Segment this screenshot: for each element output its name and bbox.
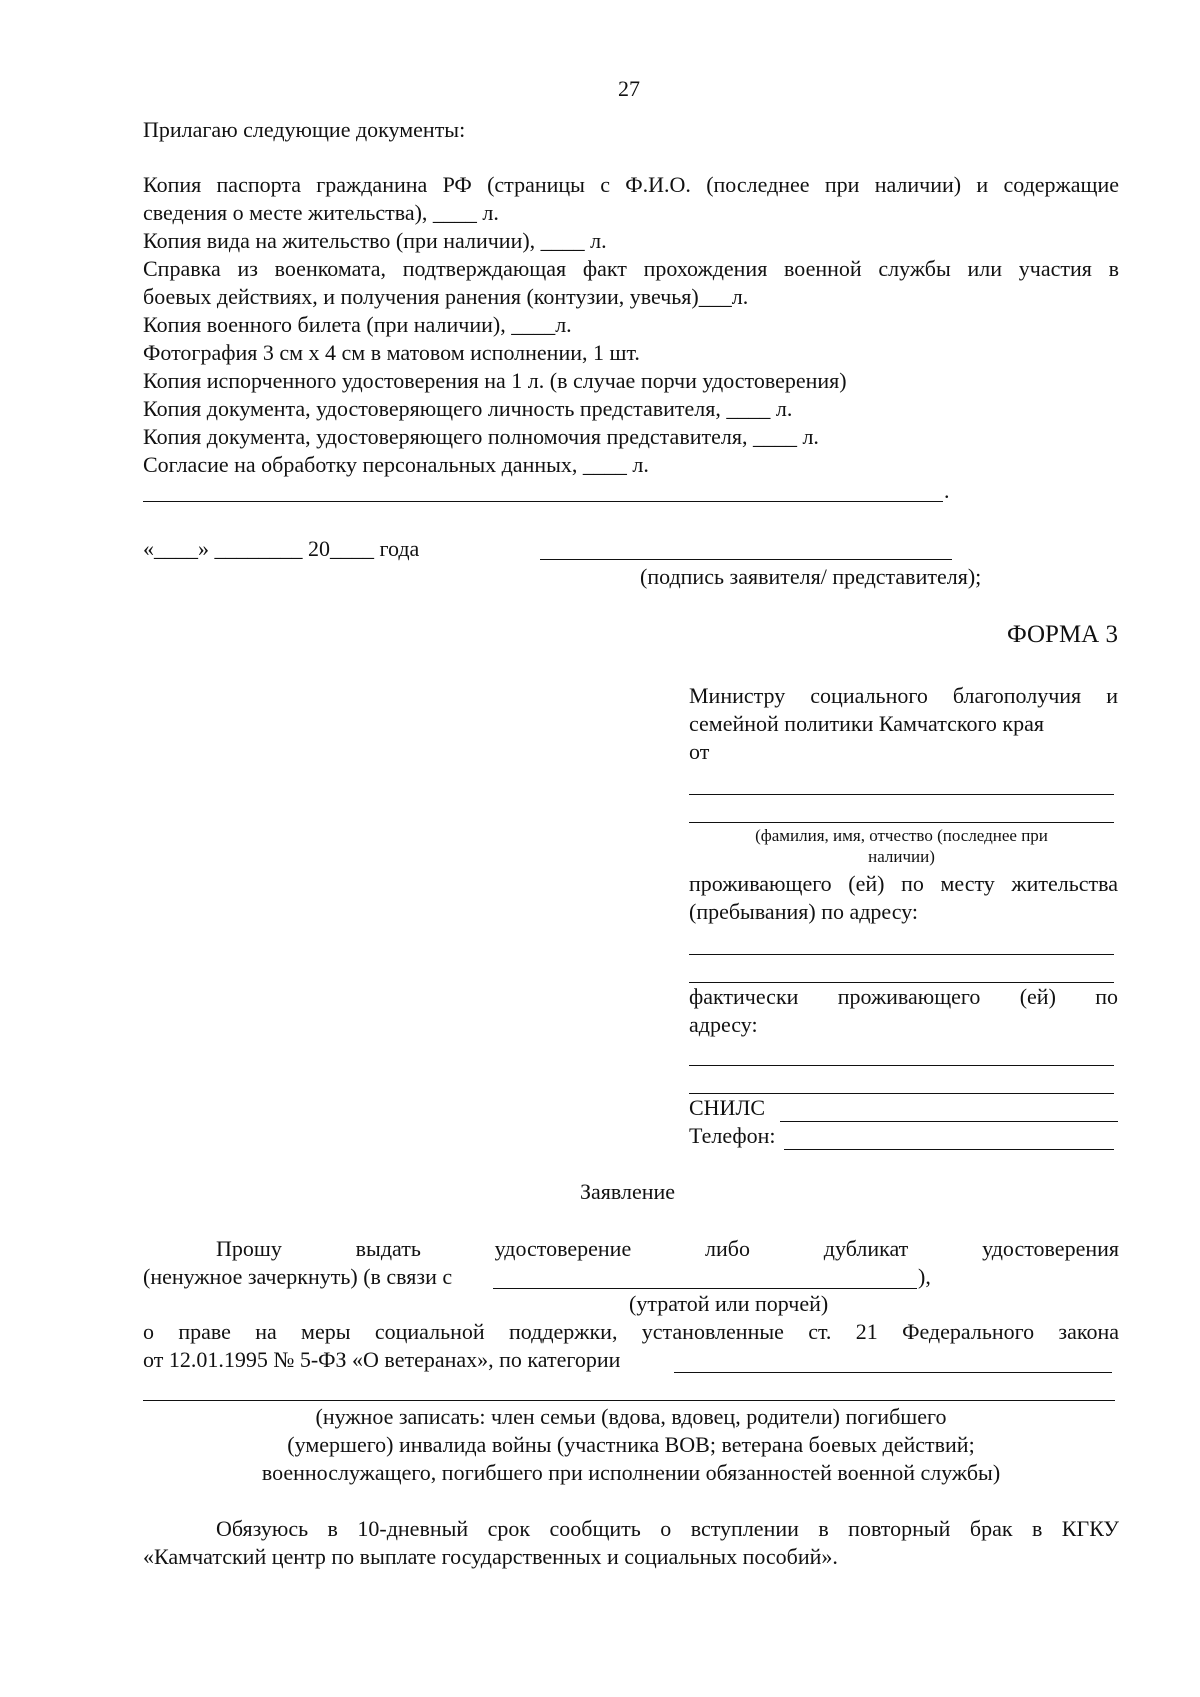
category-caption: (нужное записать: член семьи (вдова, вдовец, родители) погибшего	[315, 1404, 947, 1429]
from-label: от	[689, 739, 710, 764]
attachment-line: Копия вида на жительство (при наличии), ____ л.	[143, 228, 607, 253]
residence-label: (пребывания) по адресу:	[689, 899, 919, 924]
applicant-name-field[interactable]	[689, 770, 1114, 795]
phone-label: Телефон:	[689, 1123, 776, 1148]
reason-field-end: ),	[918, 1264, 931, 1289]
reason-caption: (утратой или порчей)	[629, 1291, 829, 1316]
phone-field[interactable]	[784, 1125, 1114, 1150]
date-line: «____» ________ 20____ года	[143, 536, 420, 561]
applicant-name-field[interactable]	[689, 798, 1114, 823]
signature-caption: (подпись заявителя/ представителя);	[640, 564, 982, 589]
attachment-line: Копия документа, удостоверяющего личность представителя, ____ л.	[143, 396, 793, 421]
statement-paragraph-line: (ненужное зачеркнуть) (в связи с	[143, 1264, 453, 1289]
statement-paragraph-line: Прошу выдать удостоверение либо дубликат удостоверения	[216, 1236, 1119, 1261]
addressee-line: Министру социального благополучия и	[689, 683, 1118, 708]
category-caption: (умершего) инвалида войны (участника ВОВ; ветерана боевых действий;	[287, 1432, 975, 1457]
page-number: 27	[618, 76, 640, 101]
attachment-line: боевых действиях, и получения ранения (контузии, увечья)___л.	[143, 284, 749, 309]
attachment-line: Справка из военкомата, подтверждающая факт прохождения военной службы или участия в	[143, 256, 1119, 281]
attachment-line: сведения о месте жительства), ____ л.	[143, 200, 499, 225]
attachment-line: Копия испорченного удостоверения на 1 л. (в случае порчи удостоверения)	[143, 368, 847, 393]
snils-field[interactable]	[780, 1097, 1118, 1122]
reason-field[interactable]	[493, 1264, 917, 1289]
fio-caption: (фамилия, имя, отчество (последнее при	[755, 826, 1048, 845]
residence-address-field[interactable]	[689, 958, 1114, 983]
form-title: ФОРМА 3	[1006, 621, 1118, 648]
extra-documents-blank[interactable]	[143, 480, 943, 502]
attachment-line: Копия военного билета (при наличии), ____л.	[143, 312, 572, 337]
category-field[interactable]	[143, 1376, 1115, 1401]
attachment-line: Фотография 3 см х 4 см в матовом исполнении, 1 шт.	[143, 340, 640, 365]
residence-label: проживающего (ей) по месту жительства	[689, 871, 1118, 896]
actual-address-label: фактически проживающего (ей) по	[689, 984, 1118, 1009]
addressee-line: семейной политики Камчатского края	[689, 711, 1044, 736]
attachment-line: Копия паспорта гражданина РФ (страницы с Ф.И.О. (последнее при наличии) и содержащие	[143, 172, 1119, 197]
actual-address-label: адресу:	[689, 1012, 758, 1037]
attachment-line: Копия документа, удостоверяющего полномочия представителя, ____ л.	[143, 424, 819, 449]
obligation-line: «Камчатский центр по выплате государственных и социальных пособий».	[143, 1544, 838, 1569]
snils-label: СНИЛС	[689, 1095, 766, 1120]
attachment-line: Согласие на обработку персональных данных, ____ л.	[143, 452, 649, 477]
fio-caption: наличии)	[868, 847, 935, 866]
category-field[interactable]	[674, 1348, 1112, 1373]
extra-documents-end: .	[944, 478, 950, 503]
signature-blank[interactable]	[540, 539, 952, 560]
obligation-line: Обязуюсь в 10-дневный срок сообщить о вступлении в повторный брак в КГКУ	[216, 1516, 1119, 1541]
statement-paragraph-line: от 12.01.1995 № 5-ФЗ «О ветеранах», по категории	[143, 1347, 621, 1372]
residence-address-field[interactable]	[689, 930, 1114, 955]
statement-title: Заявление	[580, 1179, 676, 1204]
statement-paragraph-line: о праве на меры социальной поддержки, установленные ст. 21 Федерального закона	[143, 1319, 1119, 1344]
attachments-heading: Прилагаю следующие документы:	[143, 117, 466, 142]
actual-address-field[interactable]	[689, 1069, 1114, 1094]
category-caption: военнослужащего, погибшего при исполнении обязанностей военной службы)	[261, 1460, 1001, 1485]
actual-address-field[interactable]	[689, 1041, 1114, 1066]
